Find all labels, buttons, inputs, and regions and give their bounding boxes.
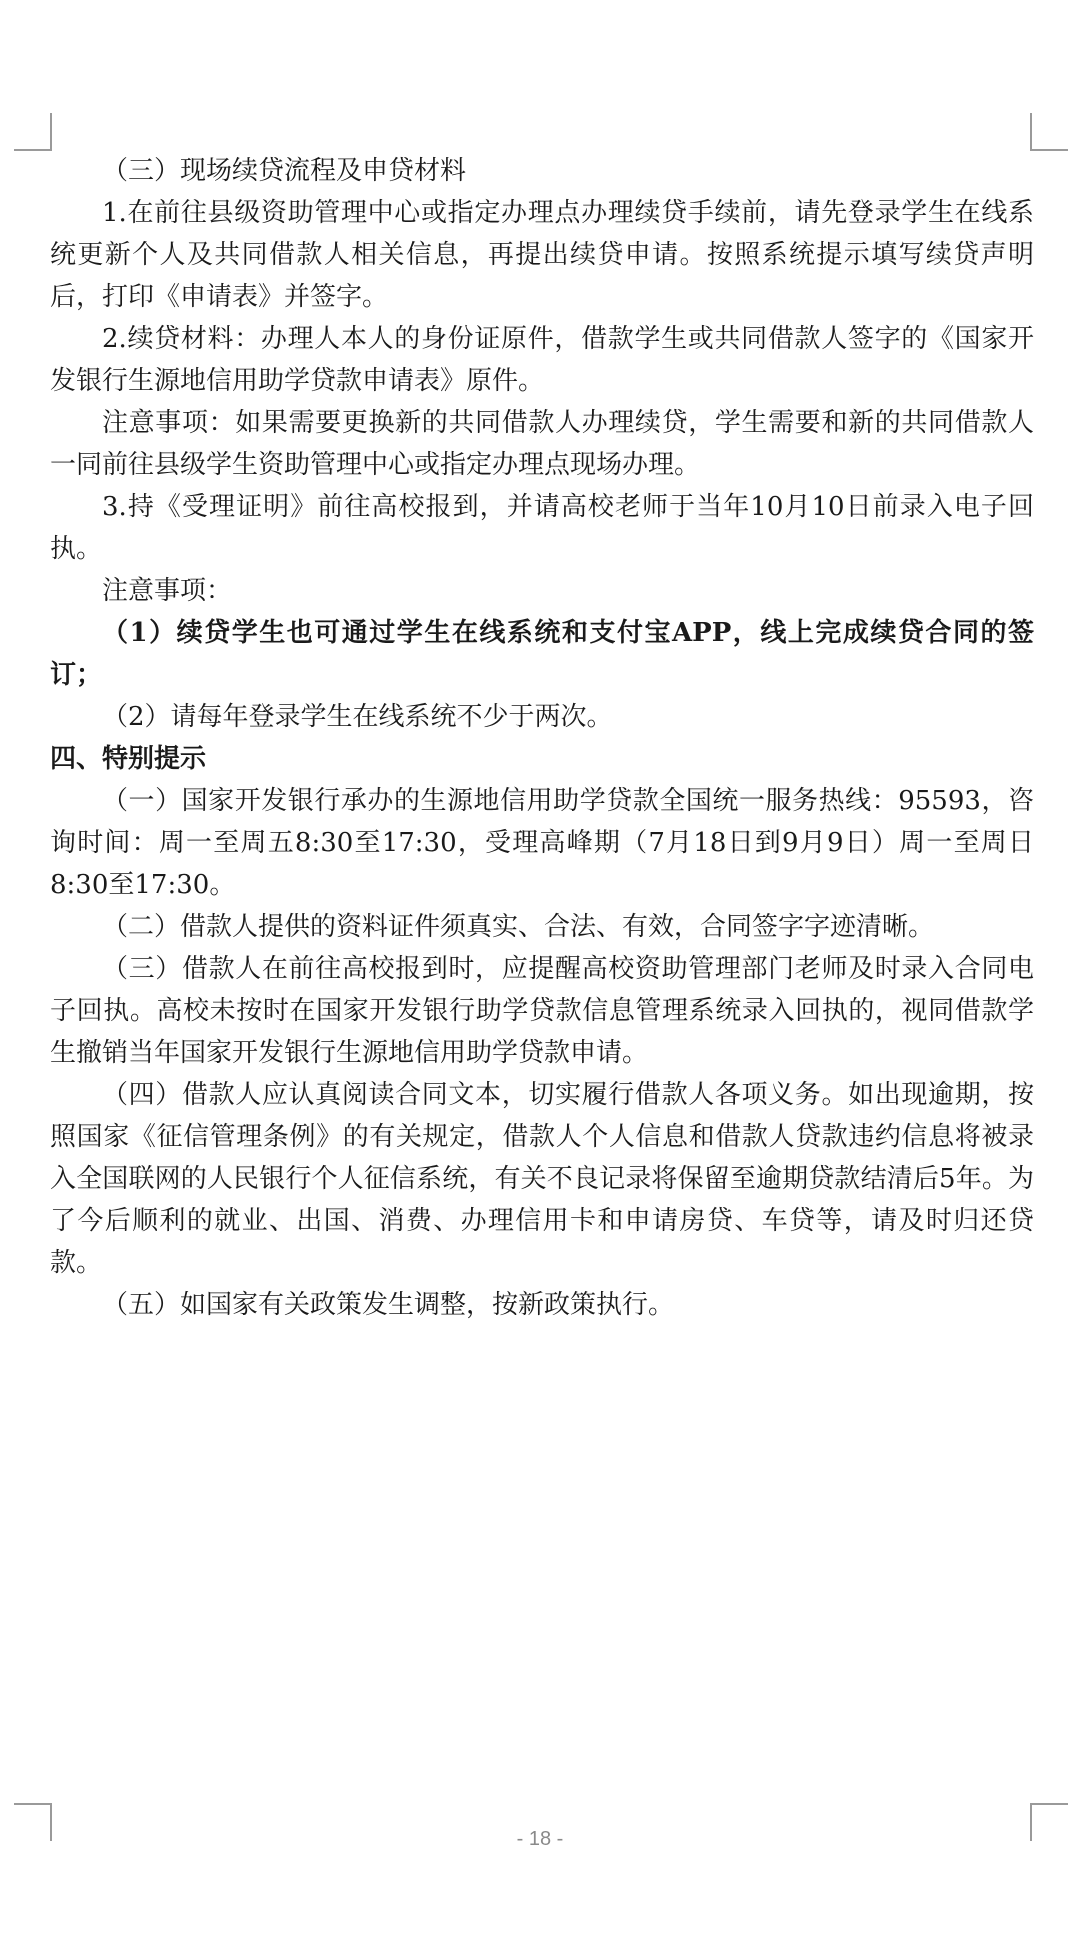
crop-mark-top-right xyxy=(1030,113,1068,151)
page-number: - 18 - xyxy=(516,1828,564,1850)
paragraph-tip-3-receipt: （三）借款人在前往高校报到时，应提醒高校资助管理部门老师及时录入合同电子回执。高校未按时在国家开发银行助学贷款信息管理系统录入回执的，视同借款学生撤销当年国家开发银行生源地信用助学贷款申请。 xyxy=(50,954,1034,1068)
paragraph-note-1-online-renewal: （1）续贷学生也可通过学生在线系统和支付宝APP，线上完成续贷合同的签订； xyxy=(50,618,1034,690)
paragraph-note-borrower-change: 注意事项：如果需要更换新的共同借款人办理续贷，学生需要和新的共同借款人一同前往县级学生资助管理中心或指定办理点现场办理。 xyxy=(50,408,1034,480)
paragraph-tip-5-policy: （五）如国家有关政策发生调整，按新政策执行。 xyxy=(102,1290,675,1320)
paragraph-tip-4-obligations: （四）借款人应认真阅读合同文本，切实履行借款人各项义务。如出现逾期，按照国家《征信管理条例》的有关规定，借款人个人信息和借款人贷款违约信息将被录入全国联网的人民银行个人征信系统，有关不良记录将保留至逾期贷款结清后5年。为了今后顺利的就业、出国、消费、办理信用卡和申请房贷、车贷等，请及时归还贷款。 xyxy=(50,1080,1034,1278)
paragraph-tip-1-hotline: （一）国家开发银行承办的生源地信用助学贷款全国统一服务热线：95593，咨询时间：周一至周五8:30至17:30，受理高峰期（7月18日到9月9日）周一至周日8:30至17:30。 xyxy=(50,786,1034,900)
section-heading-special-tips: 四、特别提示 xyxy=(50,744,207,774)
paragraph-note-label: 注意事项： xyxy=(102,576,233,606)
document-body xyxy=(50,150,1034,1326)
subsection-title-onsite-renewal: （三）现场续贷流程及申贷材料 xyxy=(102,156,467,186)
paragraph-step-1: 1.在前往县级资助管理中心或指定办理点办理续贷手续前，请先登录学生在线系统更新个人及共同借款人相关信息，再提出续贷申请。按照系统提示填写续贷声明后，打印《申请表》并签字。 xyxy=(50,198,1034,312)
paragraph-note-2-login: （2）请每年登录学生在线系统不少于两次。 xyxy=(102,702,613,732)
paragraph-step-2: 2.续贷材料：办理人本人的身份证原件，借款学生或共同借款人签字的《国家开发银行生源地信用助学贷款申请表》原件。 xyxy=(50,324,1034,396)
crop-mark-top-left xyxy=(14,113,52,151)
paragraph-tip-2-documents: （二）借款人提供的资料证件须真实、合法、有效，合同签字字迹清晰。 xyxy=(102,912,935,942)
paragraph-step-3: 3.持《受理证明》前往高校报到，并请高校老师于当年10月10日前录入电子回执。 xyxy=(50,492,1034,564)
